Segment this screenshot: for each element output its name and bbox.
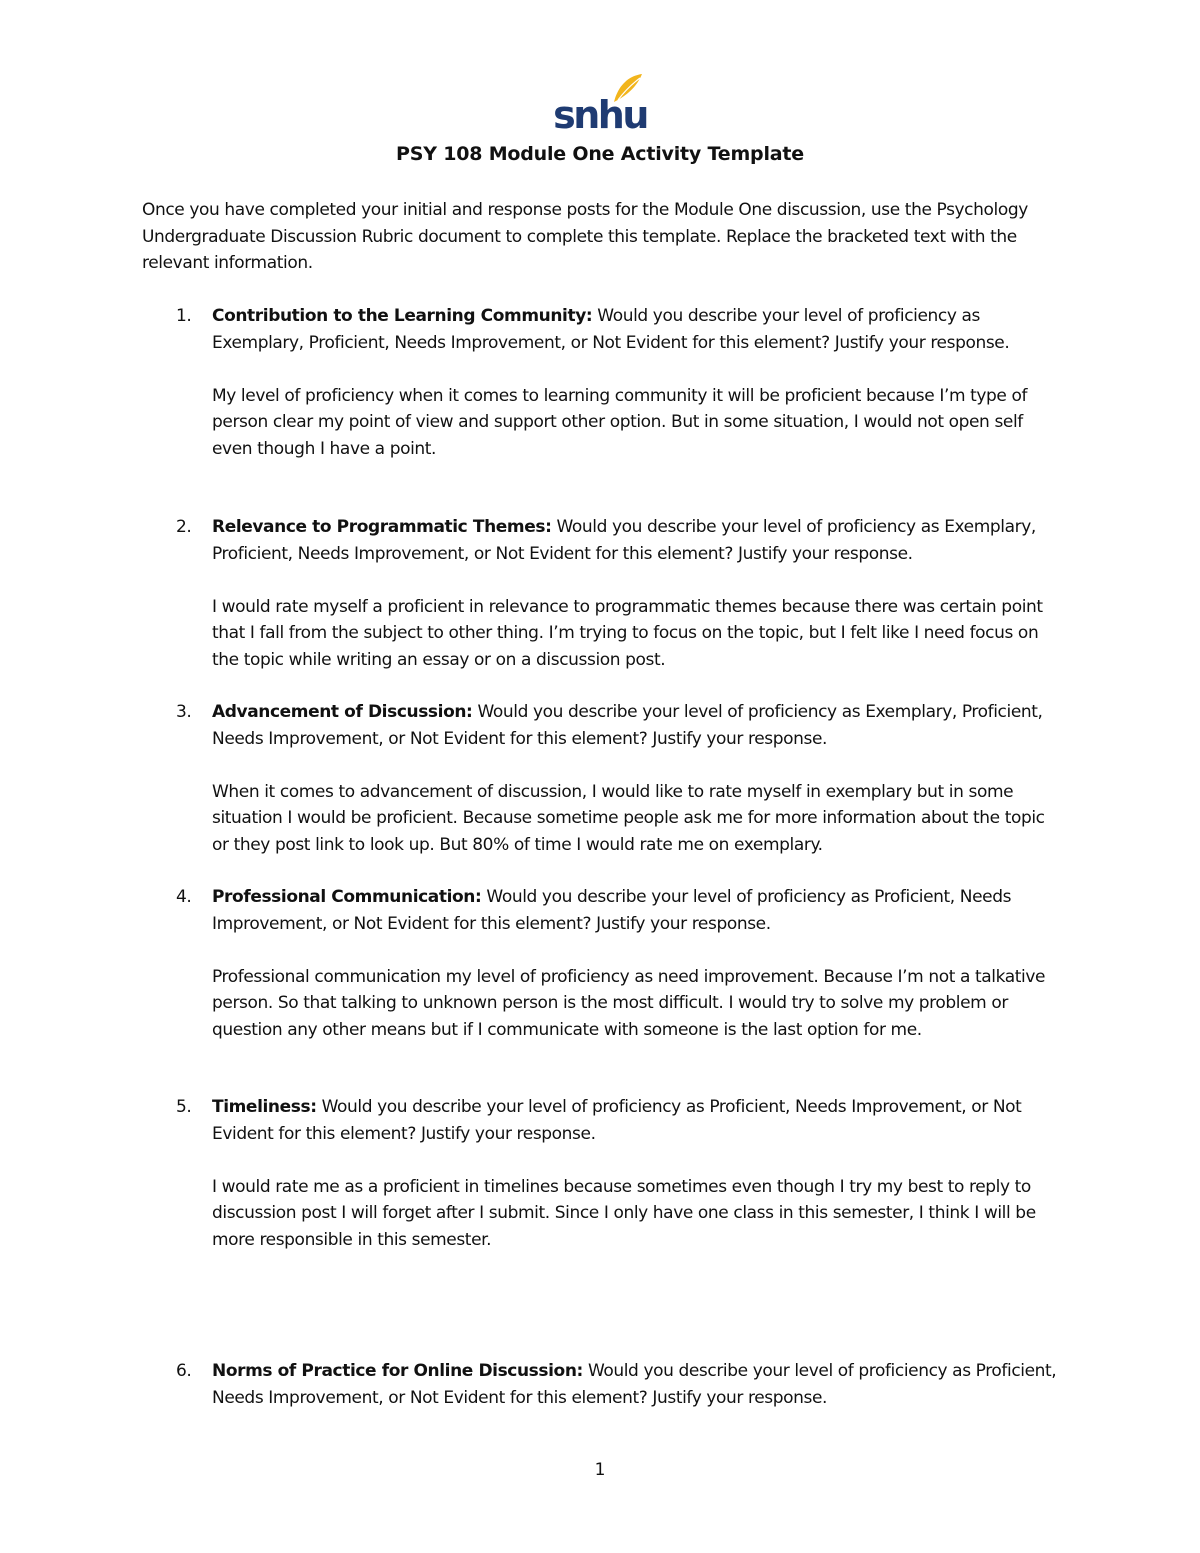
item-number: 5. xyxy=(176,1097,192,1117)
item-question xyxy=(212,1094,1062,1147)
item-label: Norms of Practice for Online Discussion: xyxy=(212,1361,583,1381)
intro-paragraph: Once you have completed your initial and response posts for the Module One discussion, use the Psychology Undergraduate Discussion Rubric document to complete this template. Replace the bracketed text with the relevant information. xyxy=(142,200,1028,273)
list-item-2 xyxy=(142,514,1062,673)
list-item-3 xyxy=(142,699,1062,858)
item-label: Professional Communication: xyxy=(212,887,482,907)
item-question-text: Would you describe your level of proficiency as Exemplary, Proficient, Needs Improvement, or Not Evident for this element? Justify your response. xyxy=(212,517,1036,564)
item-answer: I would rate me as a proficient in timelines because sometimes even though I try my best to reply to discussion post I will forget after I submit. Since I only have one class in this semester, I think I will be more responsible in this semester. xyxy=(212,1176,1036,1250)
item-question xyxy=(212,303,1062,356)
item-question-text: Would you describe your level of proficiency as Exemplary, Proficient, Needs Improvement, or Not Evident for this element? Justify your response. xyxy=(212,306,1010,353)
item-question-text: Would you describe your level of proficiency as Proficient, Needs Improvement, or Not Evident for this element? Justify your response. xyxy=(212,887,1012,934)
document-title: PSY 108 Module One Activity Template xyxy=(396,143,804,165)
item-question-text: Would you describe your level of proficiency as Proficient, Needs Improvement, or Not Evident for this element? Justify your response. xyxy=(212,1097,1022,1144)
item-question xyxy=(212,884,1062,937)
item-answer: When it comes to advancement of discussion, I would like to rate myself in exemplary but in some situation I would be proficient. Because sometime people ask me for more information about the topic or they post link to look up. But 80% of time I would rate me on exemplary. xyxy=(212,781,1045,855)
item-label: Contribution to the Learning Community: xyxy=(212,306,593,326)
item-question xyxy=(212,1358,1062,1411)
list-item-1 xyxy=(142,303,1062,462)
item-number: 6. xyxy=(176,1361,192,1381)
item-question xyxy=(212,699,1062,752)
item-question xyxy=(212,514,1062,567)
snhu-logo xyxy=(552,72,648,134)
item-number: 4. xyxy=(176,887,192,907)
item-question-text: Would you describe your level of proficiency as Exemplary, Proficient, Needs Improvement, or Not Evident for this element? Justify your response. xyxy=(212,702,1043,749)
list-item-6 xyxy=(142,1358,1062,1411)
logo-text: snhu xyxy=(553,93,647,134)
item-question-text: Would you describe your level of proficiency as Proficient, Needs Improvement, or Not Evident for this element? Justify your response. xyxy=(212,1361,1057,1408)
item-label: Advancement of Discussion: xyxy=(212,702,473,722)
item-answer: My level of proficiency when it comes to learning community it will be proficient because I’m type of person clear my point of view and support other option. But in some situation, I would not open self even though I have a point. xyxy=(212,385,1028,459)
item-label: Relevance to Programmatic Themes: xyxy=(212,517,552,537)
item-answer: Professional communication my level of proficiency as need improvement. Because I’m not a talkative person. So that talking to unknown person is the most difficult. I would try to solve my problem or question any other means but if I communicate with someone is the last option for me. xyxy=(212,966,1046,1040)
item-answer: I would rate myself a proficient in relevance to programmatic themes because there was certain point that I fall from the subject to other thing. I’m trying to focus on the topic, but I felt like I need focus on the topic while writing an essay or on a discussion post. xyxy=(212,596,1043,670)
item-number: 1. xyxy=(176,306,192,326)
page-number: 1 xyxy=(594,1460,606,1480)
list-item-4 xyxy=(142,884,1062,1043)
item-number: 2. xyxy=(176,517,192,537)
list-item-5 xyxy=(142,1094,1062,1253)
item-number: 3. xyxy=(176,702,192,722)
item-label: Timeliness: xyxy=(212,1097,317,1117)
